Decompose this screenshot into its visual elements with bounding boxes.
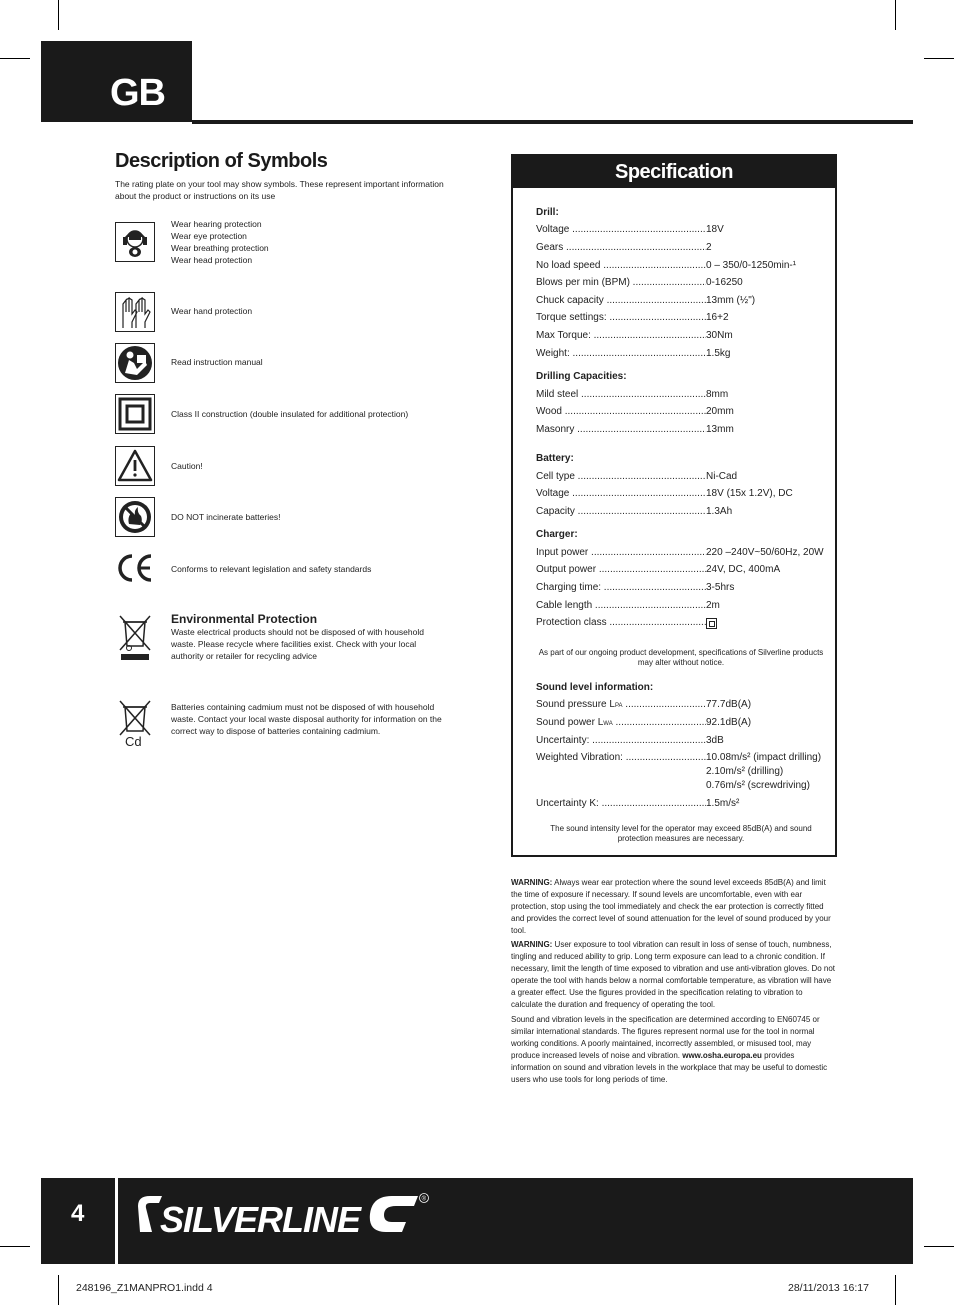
env-title: Environmental Protection — [171, 612, 318, 626]
specification-panel: Specification Drill: Voltage ..... 18V Gears ..... 2 No load speed ..... 0 – 350/0-1250min-¹ Blows per min (BPM) ..... 0-16250 Chuck capacity ..... 13mm (½") Torque settings: ..... 16+2 Max Torque: ..... 30Nm Weight: ..... 1.5kg Drilling Capacities: Mild steel ..... 8mm Wood ..... 20mm Masonry ..... 13mm Battery: Cell type ..... Ni-Cad Voltage ..... 18V (15x 1.2V), DC Capacity ..... 1.3Ah Charger: Input power ..... 220 –240V~50/60Hz, 20W Output power ..... 24V, DC, 400mA Charging time: ..... 3-5hrs Cable length ..... 2m Protection class ..... As part of our ongoing product development, specifications of Silverline products may alter without notice. Sound level information: Sound pressure LPA ..... 77.7dB(A) Sound power LWA ..... 92.1dB(A) Uncertainty: ..... 3dB Weighted Vibration: ..... 10.08m/s² (impact drilling) 2.10m/s² (drilling) 0.76m/s² (screwdriving) Uncertainty K: ..... 1.5m/s² The sound intensity level for the operator may exceed 85dB(A) and sound protection measures are necessary. — [511, 154, 837, 857]
spec-row: Uncertainty: ..... 3dB — [536, 735, 826, 746]
spec-row: Weight: ..... 1.5kg — [536, 348, 826, 359]
spec-row: Blows per min (BPM) ..... 0-16250 — [536, 277, 826, 288]
crop-mark — [58, 1275, 59, 1305]
ppe-head-icon — [115, 222, 155, 262]
symbol-text: Conforms to relevant legislation and safety standards — [171, 564, 372, 574]
spec-row: Cell type ..... Ni-Cad — [536, 471, 826, 482]
env-text: Waste electrical products should not be disposed of with household waste. Please recycle where facilities exist. Check with your local authority or retailer for recycling advice — [171, 627, 424, 661]
crop-mark — [895, 0, 896, 30]
crop-mark — [924, 58, 954, 59]
spec-row: Chuck capacity ..... 13mm (½") — [536, 295, 826, 306]
sound-vibration-info: Sound and vibration levels in the specification are determined according to EN60745 or similar international standards. The figures represent normal use for the tool in normal working conditions. A poorly maintained, incorrectly assembled, or misused tool, may produce increased levels of noise and vibration. www.osha.europa.eu provides information on sound and vibration levels in the workplace that may be useful to domestic users who use tools for long periods of time. — [511, 1015, 828, 1084]
slug-date: 28/11/2013 16:17 — [788, 1282, 869, 1294]
class-ii-icon — [115, 394, 155, 434]
env-text-block — [171, 612, 446, 662]
spec-row: Protection class ..... — [536, 617, 826, 628]
spec-row: Capacity ..... 1.3Ah — [536, 506, 826, 517]
spec-section-heading: Sound level information: — [536, 682, 654, 693]
spec-section-heading: Battery: — [536, 453, 574, 464]
weee-bin-icon — [115, 612, 155, 652]
footer-divider — [115, 1178, 118, 1264]
symbol-text: DO NOT incinerate batteries! — [171, 512, 281, 522]
no-fire-icon — [115, 497, 155, 537]
ce-icon — [115, 548, 155, 588]
spec-section-heading: Charger: — [536, 529, 578, 540]
spec-row: Input power ..... 220 –240V~50/60Hz, 20W — [536, 547, 826, 558]
spec-row: Charging time: ..... 3-5hrs — [536, 582, 826, 593]
spec-section-heading: Drill: — [536, 207, 559, 218]
class-ii-icon — [706, 618, 717, 629]
symbol-text: Class II construction (double insulated for additional protection) — [171, 409, 409, 419]
spec-row: Voltage ..... 18V (15x 1.2V), DC — [536, 488, 826, 499]
crop-mark — [924, 1246, 954, 1247]
page-number: 4 — [71, 1200, 85, 1227]
slug-file: 248196_Z1MANPRO1.indd 4 — [76, 1282, 213, 1294]
spec-row: Wood ..... 20mm — [536, 406, 826, 417]
gloves-icon — [115, 292, 155, 332]
warning-ear-protection: WARNING: Always wear ear protection where the sound level exceeds 85dB(A) and limit the time of exposure if necessary. If sound levels are uncomfortable, even with ear protection, stop using the tool immediately and check the ear protection is correctly fitted and provides the correct level of sound attenuation for the level of sound produced by your tool. — [511, 878, 831, 935]
spec-section-heading: Drilling Capacities: — [536, 371, 627, 382]
symbol-text: Wear hearing protection Wear eye protection Wear breathing protection Wear head protection — [171, 219, 269, 265]
spec-note: As part of our ongoing product development, specifications of Silverline products may alter without notice. — [538, 648, 824, 667]
spec-row: Cable length ..... 2m — [536, 600, 826, 611]
manual-icon — [115, 343, 155, 383]
weee-cd-bin-icon — [115, 697, 155, 747]
spec-row: Torque settings: ..... 16+2 — [536, 312, 826, 323]
silverline-logo — [134, 1186, 434, 1246]
spec-row: No load speed ..... 0 – 350/0-1250min-¹ — [536, 260, 826, 271]
spec-row: Sound pressure LPA ..... 77.7dB(A) — [536, 699, 826, 710]
warning-triangle-icon — [115, 446, 155, 486]
warning-vibration: WARNING: User exposure to tool vibration can result in loss of sense of touch, numbness, tingling and reduced ability to grip. Long term exposure can lead to a chronic condition. If necessary, limit the length of time exposed to vibration and use anti-vibration gloves. Do not operate the tool with hands below a normal comfortable temperature, as vibration will have a greater effect. Use the figures provided in the specification relating to vibration to calculate the duration and frequency of operating the tool. — [511, 940, 836, 1009]
symbols-intro: The rating plate on your tool may show symbols. These represent important information about the product or instructions on its use — [115, 179, 444, 201]
symbol-text: Caution! — [171, 461, 203, 471]
brand-wordmark: SILVERLINE — [160, 1199, 361, 1240]
spec-title: Specification — [513, 156, 835, 188]
crop-mark — [58, 0, 59, 30]
spec-row: Output power ..... 24V, DC, 400mA — [536, 564, 826, 575]
spec-row: Gears ..... 2 — [536, 242, 826, 253]
spec-row: Voltage ..... 18V — [536, 224, 826, 235]
symbol-text: Read instruction manual — [171, 357, 263, 367]
crop-mark — [0, 1246, 30, 1247]
spec-row: Masonry ..... 13mm — [536, 424, 826, 435]
spec-row: Sound power LWA ..... 92.1dB(A) — [536, 717, 826, 728]
spec-note: The sound intensity level for the operator may exceed 85dB(A) and sound protection measures are necessary. — [550, 824, 812, 843]
spec-row: Uncertainty K: ..... 1.5m/s² — [536, 798, 826, 809]
symbol-text: Wear hand protection — [171, 306, 253, 316]
symbols-title: Description of Symbols — [115, 150, 328, 172]
cd-label: Cd — [125, 734, 142, 747]
section-label: GB — [110, 72, 165, 114]
spec-row: Mild steel ..... 8mm — [536, 389, 826, 400]
header-rule — [192, 120, 913, 124]
spec-row: Max Torque: ..... 30Nm — [536, 330, 826, 341]
crop-mark — [895, 1275, 896, 1305]
spec-row: Weighted Vibration: ..... 10.08m/s² (impact drilling) — [536, 752, 826, 763]
registered-mark: ® — [421, 1196, 427, 1203]
page-footer — [41, 1178, 913, 1264]
battery-text: Batteries containing cadmium must not be disposed of with household waste. Contact your local waste disposal authority for information on the correct way to dispose of batteries containing cadmium. — [171, 702, 442, 736]
osha-link[interactable]: www.osha.europa.eu — [682, 1051, 762, 1060]
crop-mark — [0, 58, 30, 59]
